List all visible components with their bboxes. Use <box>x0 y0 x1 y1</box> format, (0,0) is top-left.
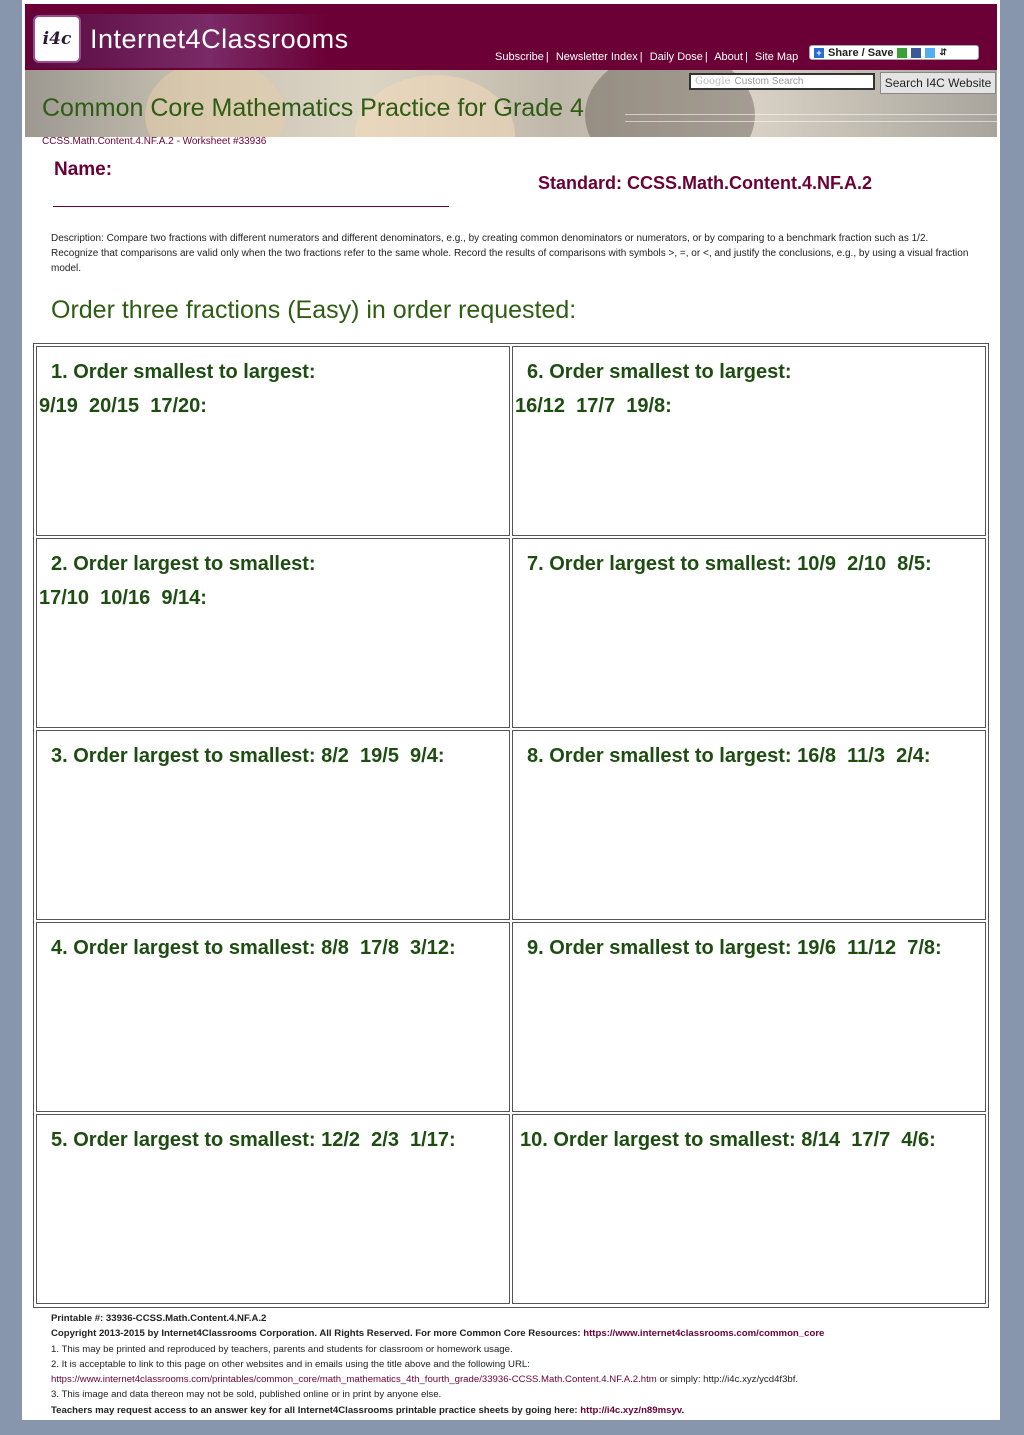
worksheet-id: CCSS.Math.Content.4.NF.A.2 - Worksheet #33936 <box>42 136 267 147</box>
problem-question: 3. Order largest to smallest: 8/2 19/5 9/4: <box>51 745 445 767</box>
worksheet-url-link[interactable]: https://www.internet4classrooms.com/printables/common_core/math_mathematics_4th_fourth_grade/33936-CCSS.Math.Content.4.NF.A.2.htm <box>51 1374 657 1386</box>
problems-grid <box>33 343 989 1308</box>
usage-note-3: 3. This image and data thereon may not be sold, published online or in print by anyone else. <box>51 1389 442 1401</box>
worksheet-url-line: https://www.internet4classrooms.com/printables/common_core/math_mathematics_4th_fourth_grade/33936-CCSS.Math.Content.4.NF.A.2.htm or simply: http://i4c.xyz/ycd4f3bf. <box>51 1374 799 1386</box>
problem-question: 9. Order smallest to largest: 19/6 11/12 7/8: <box>527 937 942 959</box>
usage-note-1: 1. This may be printed and reproduced by teachers, parents and students for classroom or homework usage. <box>51 1343 513 1355</box>
share-icon <box>897 48 907 58</box>
site-name: Internet4Classrooms <box>90 24 349 54</box>
search-button[interactable]: Search I4C Website <box>880 72 996 94</box>
instructions: Order three fractions (Easy) in order requested: <box>51 296 577 324</box>
problem-cell <box>512 346 986 536</box>
nav-separator: | <box>744 51 748 63</box>
site-logo[interactable] <box>30 14 349 68</box>
answer-key-note: Teachers may request access to an answer key for all Internet4Classrooms printable practice sheets by going here: http://i4c.xyz/n89msyv. <box>51 1404 685 1416</box>
top-nav <box>495 51 798 63</box>
nav-separator: | <box>545 51 549 63</box>
short-url-link[interactable]: http://i4c.xyz/ycd4f3bf <box>703 1374 796 1386</box>
nav-newsletter-index[interactable]: Newsletter Index <box>555 51 638 63</box>
page-title: Common Core Mathematics Practice for Grade 4 <box>42 94 584 122</box>
copyright: Copyright 2013-2015 by Internet4Classrooms Corporation. All Rights Reserved. For more Common Core Resources: https://www.internet4classrooms.com/common_core <box>51 1328 825 1340</box>
problem-cell <box>36 730 510 920</box>
nav-daily-dose[interactable]: Daily Dose <box>649 51 703 63</box>
nav-separator: | <box>704 51 708 63</box>
problem-cell <box>36 346 510 536</box>
answer-key-link[interactable]: http://i4c.xyz/n89msyv <box>580 1404 682 1416</box>
problem-cell <box>512 538 986 728</box>
description: Description: Compare two fractions with different numerators and different denominators, e.g., by creating common denominators or numerators, or by comparing to a benchmark fraction such as 1/2. Recognize that comparisons are valid only when the two fractions refer to the same whole. Record the results of comparisons with symbols >, =, or <, and justify the conclusions, e.g., by using a visual fraction model. <box>51 233 969 274</box>
site-header <box>25 4 997 70</box>
nav-site-map[interactable]: Site Map <box>754 51 799 63</box>
name-write-line <box>53 206 449 207</box>
problem-question: 8. Order smallest to largest: 16/8 11/3 2/4: <box>527 745 931 767</box>
google-logo: Google <box>695 76 731 87</box>
standard-label: Standard: CCSS.Math.Content.4.NF.A.2 <box>538 173 873 193</box>
problem-question: 1. Order smallest to largest: 9/19 20/15 17/20: <box>39 361 316 417</box>
problem-question: 7. Order largest to smallest: 10/9 2/10 8/5: <box>527 553 932 575</box>
problem-cell <box>36 922 510 1112</box>
i4c-logo-icon: i4c <box>33 15 81 63</box>
footer <box>51 1311 981 1418</box>
problem-question: 4. Order largest to smallest: 8/8 17/8 3/12: <box>51 937 456 959</box>
nav-subscribe[interactable]: Subscribe <box>495 51 544 63</box>
search-placeholder: Custom Search <box>734 76 804 87</box>
printable-number: Printable #: 33936-CCSS.Math.Content.4.NF.A.2 <box>51 1313 267 1324</box>
nav-about[interactable]: About <box>714 51 743 63</box>
problem-cell <box>512 730 986 920</box>
plus-icon: + <box>814 48 824 58</box>
share-save-label: Share / Save <box>828 46 894 59</box>
share-save-button[interactable] <box>809 45 979 60</box>
problem-cell <box>36 1114 510 1304</box>
problem-question: 6. Order smallest to largest: 16/12 17/7 19/8: <box>515 361 792 417</box>
usage-note-2: 2. It is acceptable to link to this page on other websites and in emails using the title above and the following URL: <box>51 1358 530 1370</box>
page <box>22 0 1000 1420</box>
chevron-updown-icon: ⇵ <box>939 47 947 57</box>
problem-cell <box>512 922 986 1112</box>
problem-cell <box>36 538 510 728</box>
search-input[interactable] <box>689 73 875 90</box>
facebook-icon <box>911 48 921 58</box>
problem-cell <box>512 1114 986 1304</box>
twitter-icon <box>925 48 935 58</box>
problem-question: 10. Order largest to smallest: 8/14 17/7 4/6: <box>520 1129 936 1151</box>
common-core-link[interactable]: https://www.internet4classrooms.com/common_core <box>583 1328 825 1340</box>
nav-separator: | <box>639 51 643 63</box>
problem-question: 5. Order largest to smallest: 12/2 2/3 1/17: <box>51 1129 456 1151</box>
problem-question: 2. Order largest to smallest: 17/10 10/16 9/14: <box>39 553 316 609</box>
name-label: Name: <box>54 159 113 180</box>
